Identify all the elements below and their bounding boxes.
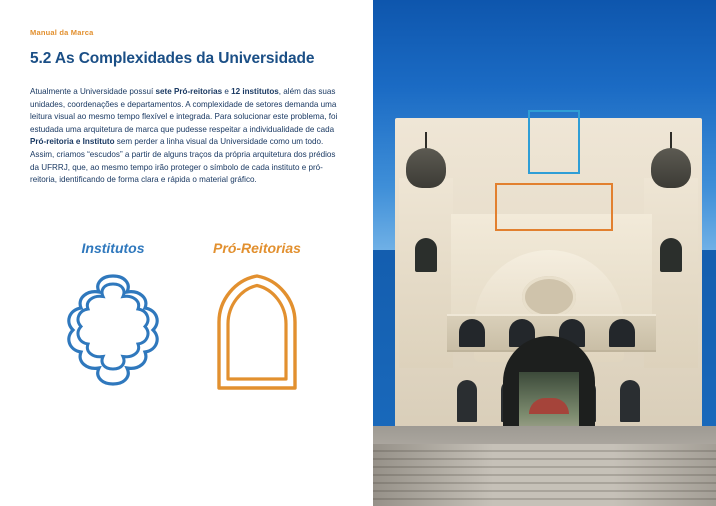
body-text-part-2: e <box>222 87 232 96</box>
pediment-oval-window <box>522 276 576 318</box>
body-bold-2: 12 institutos <box>231 87 279 96</box>
body-text-part-3: , além das suas unidades, coordenações e departamentos. A complexidade de setores demanda uma leitura visual ao mesmo tempo flexível e integrada. Para solucionar este problema, foi estudada uma arquitetura de marca que pudesse respeitar a individualidade de cada <box>30 87 338 134</box>
kicker-label: Manual da Marca <box>30 28 94 37</box>
right-tower-dome <box>651 148 691 188</box>
balcony-window <box>459 319 485 347</box>
body-text-part-1: Atualmente a Universidade possuí <box>30 87 156 96</box>
shield-label-pro-reitorias: Pró-Reitorias <box>213 240 301 256</box>
body-bold-1: sete Pró-reitorias <box>155 87 223 96</box>
shields-section <box>30 240 342 440</box>
stairs-shadow <box>373 444 716 506</box>
institutos-shield-icon <box>53 270 173 400</box>
right-tower-window <box>660 238 682 272</box>
page-title: 5.2 As Complexidades da Universidade <box>30 50 315 67</box>
courtyard-umbrella <box>529 398 569 414</box>
lower-window <box>620 380 640 422</box>
shield-block-pro-reitorias <box>182 240 332 400</box>
pro-reitorias-shield-icon <box>197 270 317 400</box>
body-text-part-4: sem perder a linha visual da Universidade como um todo. Assim, criamos “escudos” a partir de alguns traços da própria arquitetura dos prédios da UFRRJ, que, ao mesmo tempo irão proteger o símbolo de cada instituto e pró-reitoria, identificando de forma clara e rápida o material gráfico. <box>30 137 336 185</box>
body-paragraph <box>30 86 342 187</box>
photo-canvas <box>373 0 716 506</box>
left-tower-dome <box>406 148 446 188</box>
lower-window <box>457 380 477 422</box>
blue-highlight-pediment-oval <box>528 110 580 174</box>
ufrrj-main-building-photo <box>373 0 716 506</box>
shield-block-institutos <box>38 240 188 400</box>
left-tower <box>399 178 453 368</box>
body-bold-3: Pró-reitoria e Instituto <box>30 137 115 147</box>
balcony-window <box>609 319 635 347</box>
shield-label-institutos: Institutos <box>81 240 145 256</box>
left-tower-window <box>415 238 437 272</box>
orange-highlight-balcony-band <box>495 183 613 231</box>
